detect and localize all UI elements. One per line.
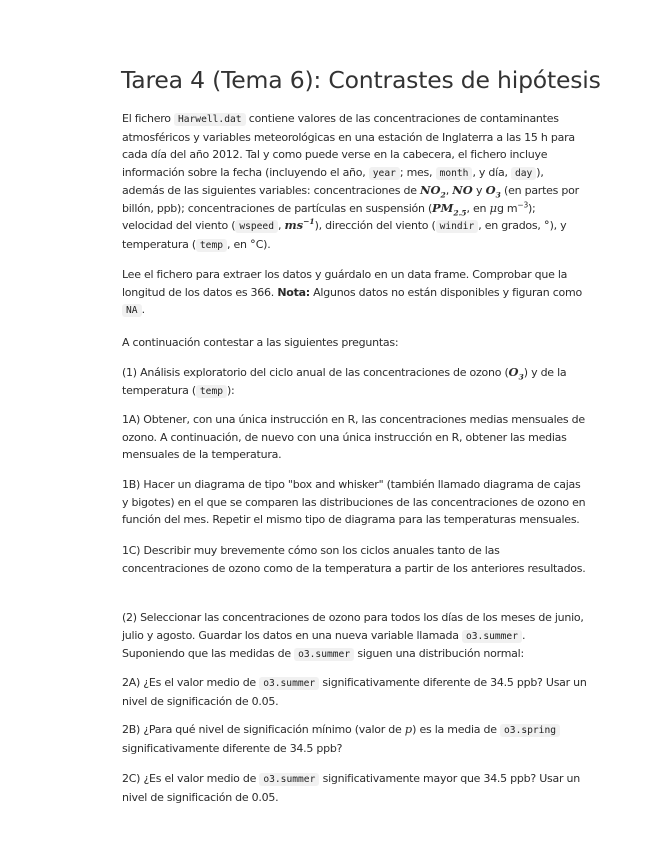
intro-text: , en (466, 201, 490, 215)
math-no: NO (452, 183, 473, 197)
question-2 (122, 609, 587, 664)
q2b-text: significativamente diferente de 34.5 ppb? (122, 741, 343, 755)
q1-text: ) y de la temperatura ( (122, 366, 567, 397)
intro-text: contiene valores de las concentraciones de contaminantes atmosféricos y variables meteorológicas en una estación de Inglaterra a las 15 h para cada día del año 2012. Tal y como puede verse en la cabecera, el fichero incluye información sobre la fecha (incluyendo el año, (122, 112, 575, 179)
code-temp: temp (196, 385, 227, 398)
math-ms: $ms^{-1}$ (284, 217, 315, 232)
math-no2: $NO_2$ (420, 183, 446, 200)
q1-text: (1) Análisis exploratorio del ciclo anual de las concentraciones de ozono ( (122, 366, 509, 379)
note-label: Nota: (277, 285, 310, 299)
code-month: month (436, 167, 473, 180)
math-degree-c: ° (250, 236, 256, 251)
math-pm25: $PM_{2.5}$ (432, 200, 467, 217)
q2a-text: significativamente diferente de 34.5 ppb? Usar un nivel de significación de 0.05. (122, 676, 587, 708)
code-temp: temp (196, 239, 227, 252)
math-degree: ° (543, 218, 550, 232)
code-windir: windir (436, 220, 479, 233)
page-title: Tarea 4 (Tema 6): Contrastes de hipótesis (121, 66, 601, 94)
read-text: Lee el fichero para extraer los datos y guárdalo en un data frame. Comprobar que la longitud de los datos es 366. (122, 268, 568, 299)
question-1 (122, 364, 587, 400)
q1-text: ): (227, 383, 235, 397)
code-o3-spring: o3.spring (500, 724, 560, 737)
question-1b: 1B) Hacer un diagrama de tipo "box and whisker" (también llamado diagrama de cajas y bigotes) en el que se comparen las distribuciones de las concentraciones de ozono en función del mes. Repetir el mismo tipo de diagrama para las temperaturas mensuales. (122, 478, 586, 526)
code-day: day (511, 167, 536, 180)
code-wspeed: wspeed (235, 220, 278, 233)
question-2b (122, 721, 587, 757)
intro-text: y (472, 184, 486, 197)
q2-text: (2) Seleccionar las concentraciones de ozono para todos los días de los meses de junio, julio y agosto. Guardar los datos en una nueva variable llamada (122, 611, 584, 642)
question-1c: 1C) Describir muy brevemente cómo son los ciclos anuales tanto de las concentraciones de ozono como de la temperatura a partir de los anteriores resultados. (122, 544, 586, 575)
code-filename: Harwell.dat (174, 113, 246, 126)
intro-text: ); velocidad del viento ( (122, 201, 536, 232)
q2c-text: significativamente mayor que 34.5 ppb? Usar un nivel de significación de 0.05. (122, 772, 580, 804)
code-o3-summer: o3.summer (259, 677, 319, 690)
question-2c (122, 770, 587, 806)
q2b-text: ) es la media de (412, 723, 501, 736)
instructions-paragraph: A continuación contestar a las siguientes preguntas: (122, 336, 399, 349)
code-o3-summer: o3.summer (294, 648, 354, 661)
intro-text: , en (227, 237, 250, 251)
unit-text: g $m^{-3}$ (496, 199, 528, 215)
read-text: Algunos datos no están disponibles y figuran como (309, 285, 582, 299)
q2-text: . Suponiendo que las medidas de (122, 628, 526, 660)
intro-text: , (277, 219, 285, 232)
intro-text: ), además de las siguientes variables: concentraciones de (122, 165, 544, 197)
code-year: year (369, 167, 400, 180)
question-1a: 1A) Obtener, con una única instrucción en R, las concentraciones medias mensuales de ozono. A continuación, de nuevo con una única instrucción en R, obtener las medias mensuales de la temperatura. (122, 413, 585, 461)
code-o3-summer: o3.summer (259, 773, 319, 786)
math-p: p (404, 722, 413, 736)
q2b-text: 2B) ¿Para qué nivel de significación mínimo (valor de (122, 723, 405, 736)
read-file-paragraph (122, 266, 587, 320)
intro-text: El fichero (122, 112, 174, 125)
intro-text: , (445, 184, 453, 197)
intro-text: ), y temperatura ( (122, 219, 567, 251)
read-text: . (141, 303, 145, 316)
intro-text: C). (255, 237, 271, 251)
question-2a (122, 674, 587, 710)
intro-text: , en grados, (478, 219, 544, 232)
intro-text: , y día, (472, 165, 511, 179)
math-mu: μ (489, 200, 497, 215)
q2-text: siguen una distribución normal: (354, 647, 524, 660)
intro-text: ; mes, (399, 165, 436, 179)
math-o3: $O_3$ (485, 183, 501, 200)
math-o3: $O_3$ (508, 365, 524, 382)
q2c-text: 2C) ¿Es el valor medio de (122, 772, 260, 785)
code-o3-summer: o3.summer (462, 630, 522, 643)
intro-text: ), dirección del viento ( (314, 219, 436, 232)
intro-paragraph (122, 110, 587, 254)
code-na: NA (122, 304, 142, 317)
intro-text: (en partes por billón, ppb); concentraciones de partículas en suspensión ( (122, 184, 579, 215)
q2a-text: 2A) ¿Es el valor medio de (122, 676, 260, 689)
